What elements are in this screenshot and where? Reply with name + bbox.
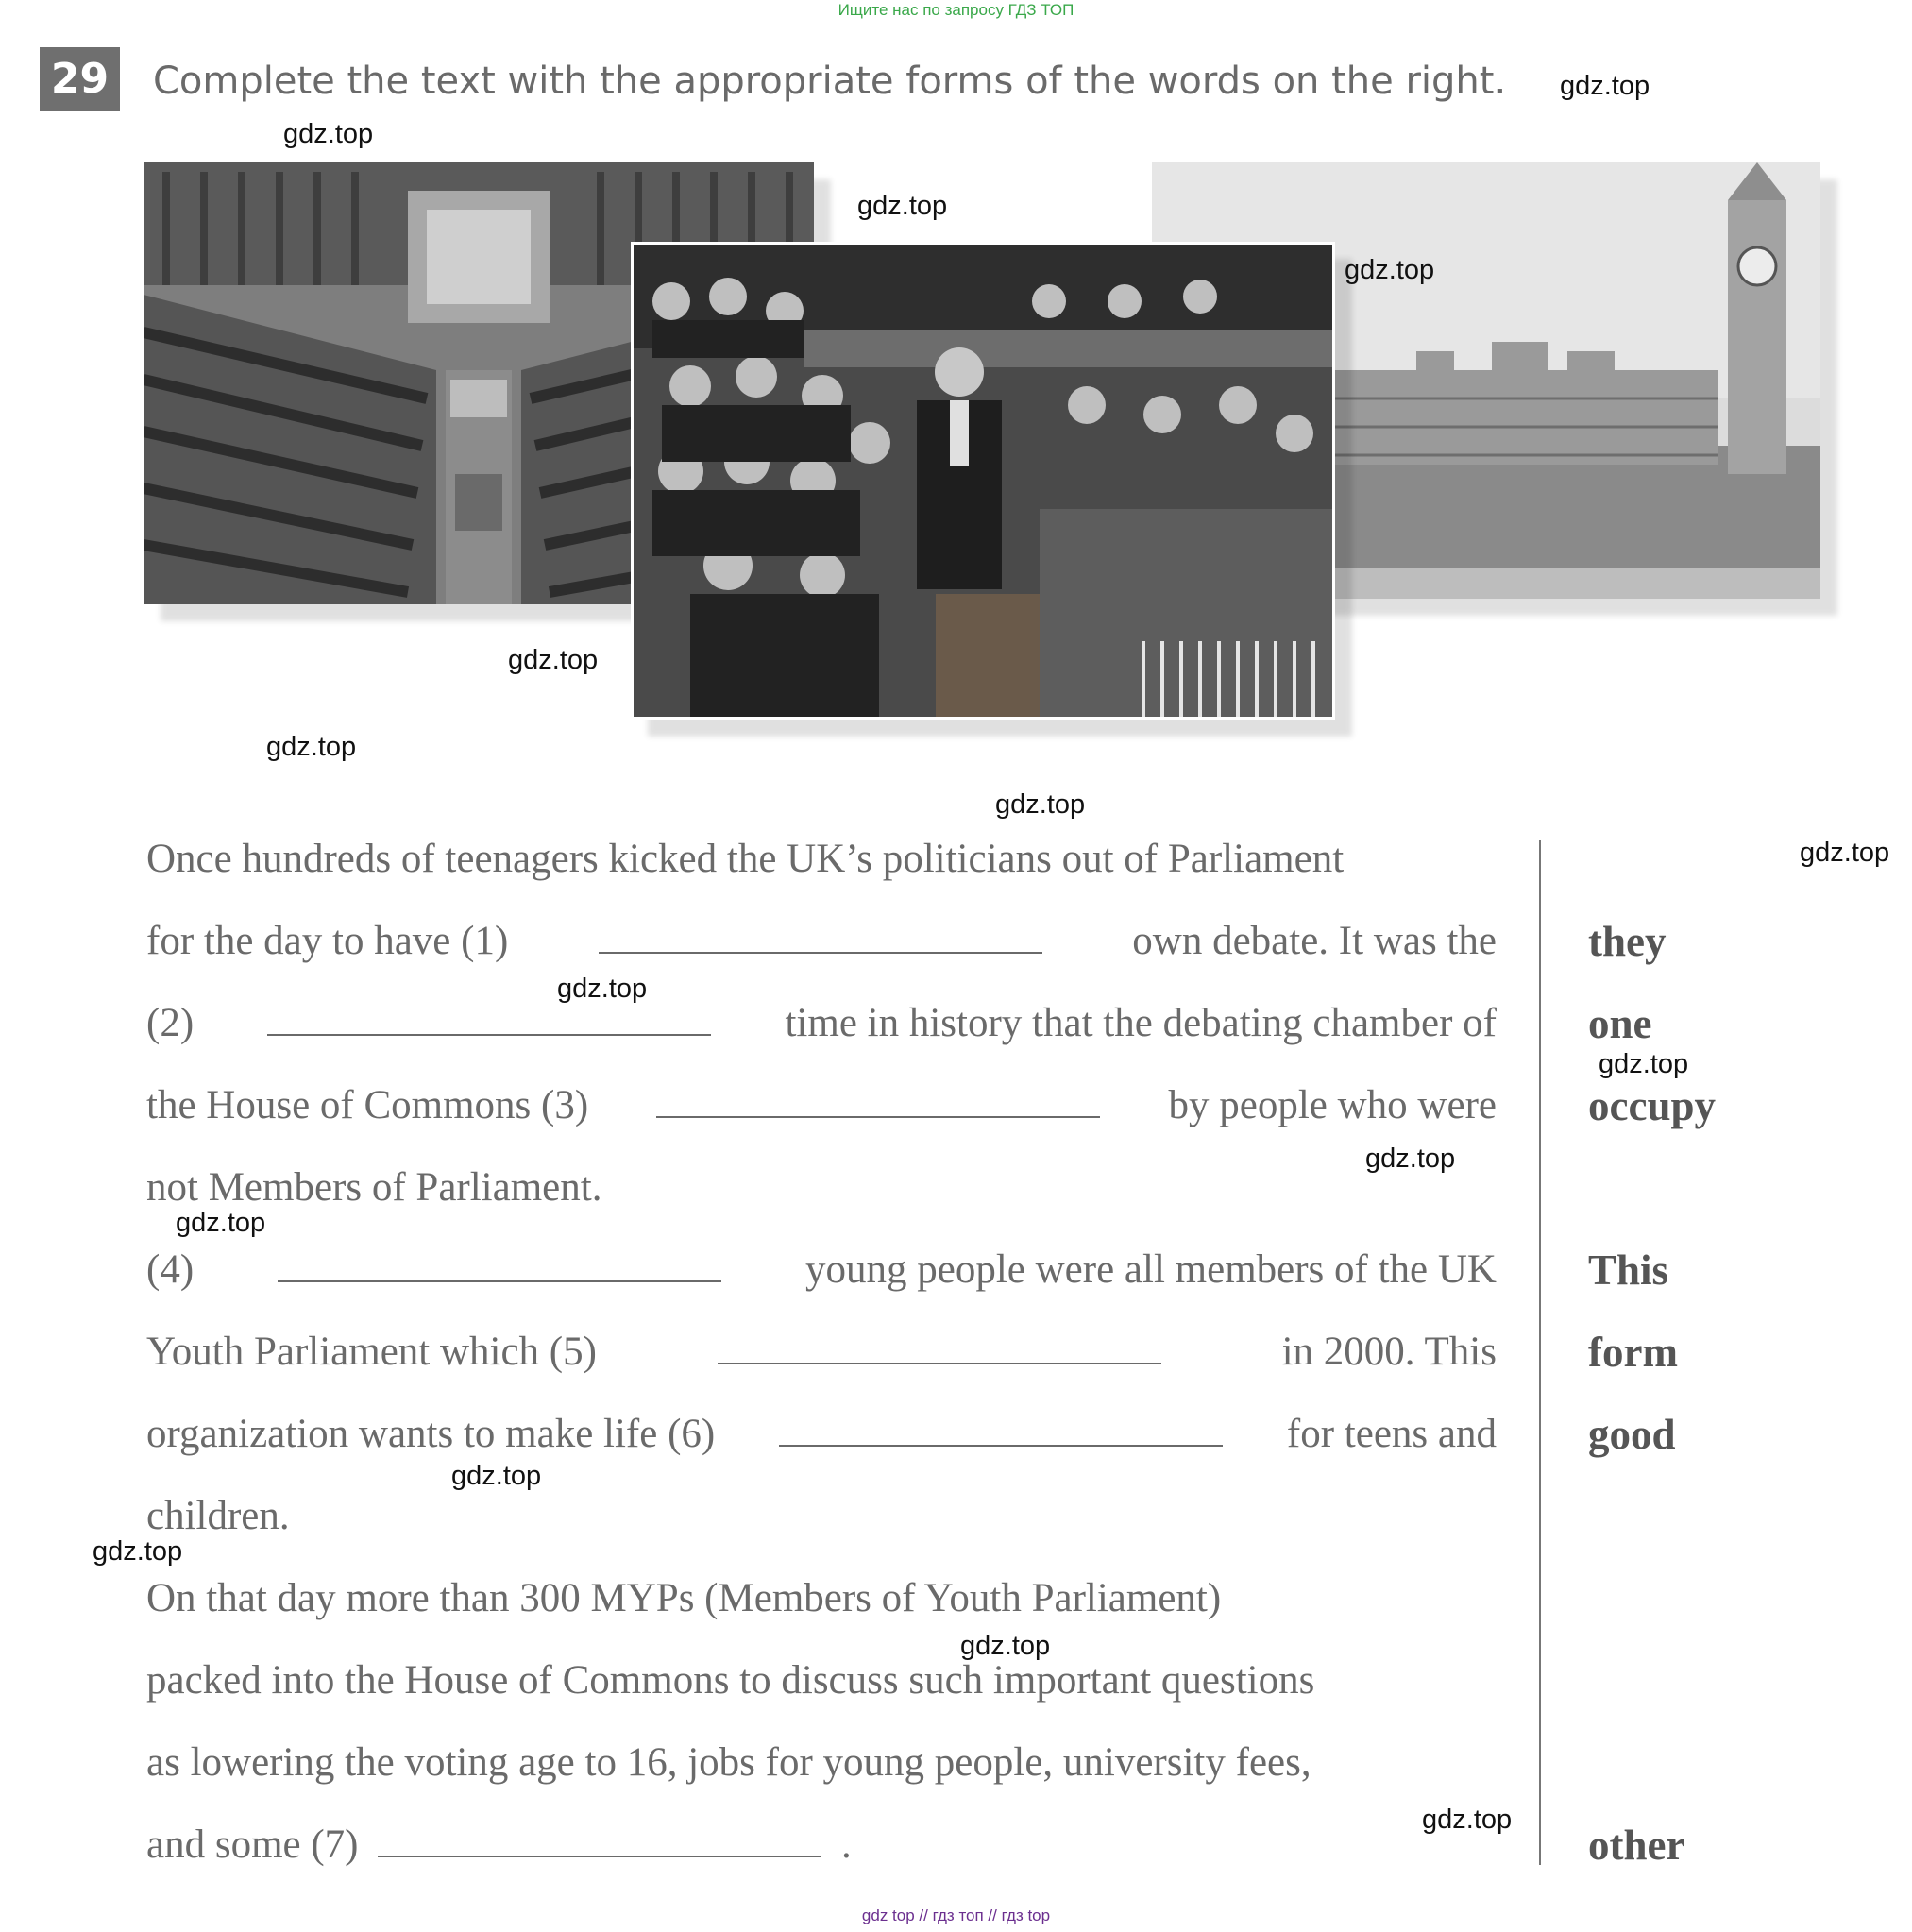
text-segment: for the day to have (1) [146,919,509,963]
text-segment: packed into the House of Commons to discuss such important questions [146,1658,1315,1703]
cue-word-3: occupy [1588,1082,1716,1129]
text-line-3 [146,995,1497,1052]
photo-youth-debate [631,242,1335,720]
watermark: gdz.top [451,1461,542,1491]
watermark: gdz.top [283,119,374,149]
watermark: gdz.top [1599,1049,1689,1079]
cue-word-7: other [1588,1822,1685,1869]
gap-3-blank[interactable] [656,1084,1100,1118]
text-segment: for teens and [1286,1412,1497,1456]
cue-word-6: good [1588,1411,1676,1458]
text-segment: Youth Parliament which (5) [146,1330,597,1374]
text-segment: and some (7) [146,1822,359,1867]
cue-word-4: This [1588,1246,1669,1294]
text-segment: in 2000. This [1281,1330,1497,1374]
text-line-8 [146,1406,1497,1463]
task-instruction: Complete the text with the appropriate forms of the words on the right. [153,59,1507,103]
gap-2-blank[interactable] [267,1002,711,1036]
watermark: gdz.top [557,974,648,1004]
text-line-11 [146,1652,1497,1709]
text-line-12 [146,1735,1497,1791]
watermark: gdz.top [93,1536,183,1567]
cue-word-2: one [1588,1000,1652,1047]
watermark: gdz.top [1345,255,1435,285]
text-segment: children. [146,1494,290,1538]
gap-5-blank[interactable] [718,1330,1161,1364]
text-segment: (2) [146,1001,195,1045]
text-segment: own debate. It was the [1132,919,1497,963]
gap-7-blank[interactable] [378,1823,821,1857]
text-line-6 [146,1242,1497,1298]
text-segment: . [841,1822,852,1867]
cue-word-1: they [1588,918,1667,965]
task-number: 29 [40,47,120,111]
text-segment: organization wants to make life (6) [146,1412,716,1456]
footer-links[interactable]: gdz top // гдз топ // гдз top [861,1907,1051,1924]
text-line-2 [146,913,1497,970]
text-line-7 [146,1324,1497,1381]
gap-6-blank[interactable] [779,1413,1223,1447]
watermark: gdz.top [857,191,948,221]
text-segment: On that day more than 300 MYPs (Members of Youth Parliament) [146,1576,1222,1620]
watermark: gdz.top [508,645,599,675]
watermark: gdz.top [995,789,1086,820]
column-divider [1539,840,1541,1865]
text-segment: (4) [146,1247,195,1292]
watermark: gdz.top [176,1208,266,1238]
watermark: gdz.top [960,1631,1051,1661]
top-banner[interactable]: Ищите нас по запросу ГДЗ ТОП [838,1,1074,19]
text-segment: by people who were [1168,1083,1497,1127]
watermark: gdz.top [1560,71,1650,101]
text-segment: the House of Commons (3) [146,1083,589,1127]
text-line-13 [146,1817,1497,1873]
text-segment: as lowering the voting age to 16, jobs for young people, university fees, [146,1740,1311,1785]
text-line-10 [146,1570,1497,1627]
text-line-1 [146,831,1497,888]
text-segment: not Members of Parliament. [146,1165,602,1210]
text-segment: Once hundreds of teenagers kicked the UK’s politicians out of Parliament [146,837,1345,881]
cue-word-5: form [1588,1329,1678,1376]
watermark: gdz.top [266,732,357,762]
gap-1-blank[interactable] [599,920,1042,954]
text-line-9 [146,1488,1497,1545]
gap-4-blank[interactable] [278,1248,721,1282]
watermark: gdz.top [1800,838,1890,868]
watermark: gdz.top [1365,1144,1456,1174]
text-segment: young people were all members of the UK [805,1247,1497,1292]
text-line-5 [146,1160,1497,1216]
text-line-4 [146,1077,1497,1134]
text-segment: time in history that the debating chamber of [785,1001,1497,1045]
watermark: gdz.top [1422,1805,1513,1835]
